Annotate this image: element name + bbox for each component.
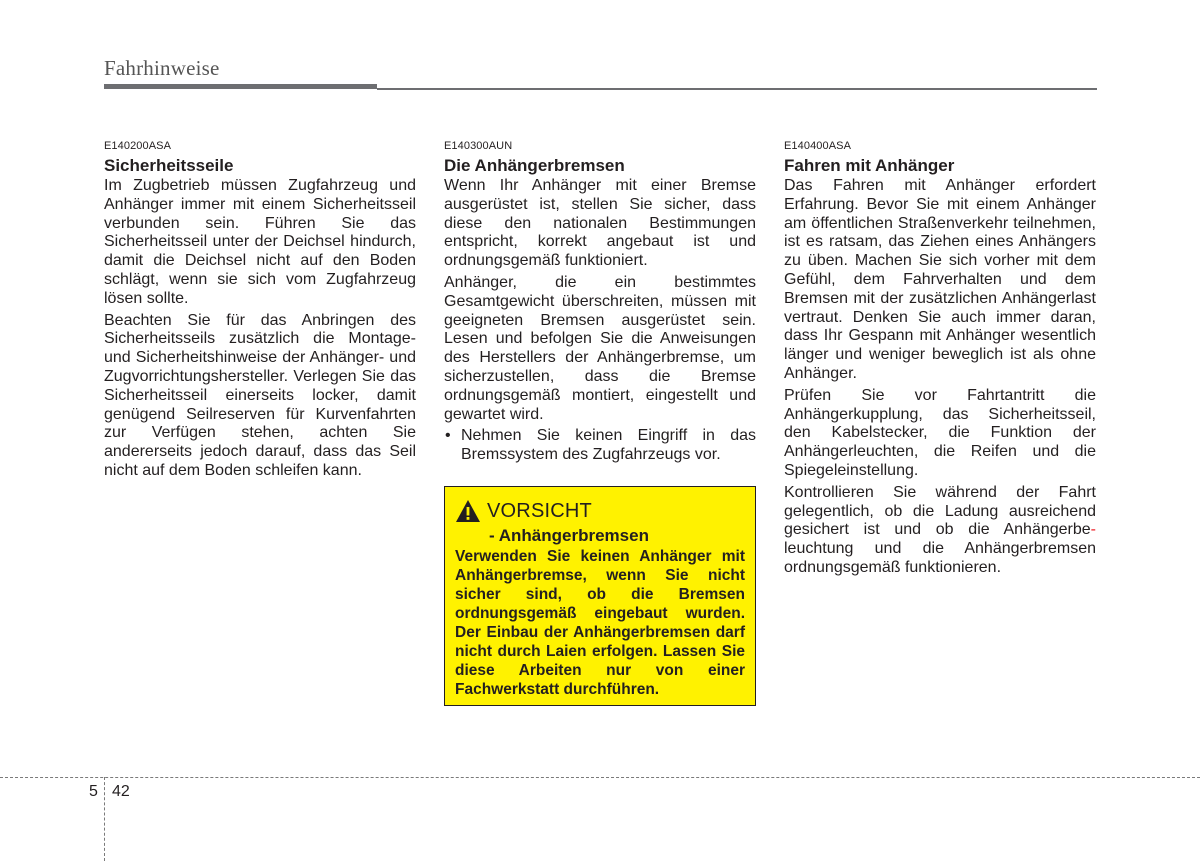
section-code: E140300AUN xyxy=(444,140,513,152)
section-code: E140400ASA xyxy=(784,140,852,152)
paragraph-start: Kontrollieren Sie während der Fahrt gelegentlich, ob die Ladung ausreichend gesichert ist und ob die Anhängerbe xyxy=(784,483,1096,539)
hyphen-mark: - xyxy=(1090,521,1096,539)
paragraph: Prüfen Sie vor Fahrtantritt die Anhängerkupplung, das Sicherheitsseil, den Kabelstecker, die Funktion der Anhängerleuchten, die Reifen und die Spiegeleinstellung. xyxy=(784,386,1096,479)
warning-triangle-icon xyxy=(455,499,481,523)
footer-vertical-rule xyxy=(104,777,105,861)
section-heading: Fahren mit Anhänger xyxy=(784,156,955,175)
column-safety-cables xyxy=(104,139,416,484)
header-rule-thick xyxy=(104,84,377,89)
paragraph xyxy=(784,484,1096,578)
paragraph: Beachten Sie für das Anbringen des Sicherheitsseils zusätzlich die Montage- und Sicherheitshinweise der Anhänger- und Zugvorrichtungshersteller. Verlegen Sie das Sicherheitsseil einerseits locker, damit genügend Seilreserven für Kurvenfahrten zur Verfügen stehen, achten Sie andererseits jedoch darauf, dass das Seil nicht auf dem Boden schleifen kann. xyxy=(104,311,416,479)
section-code: E140200ASA xyxy=(104,140,172,152)
footer-rule xyxy=(0,777,1200,778)
column-driving-with-trailer xyxy=(784,139,1096,581)
caution-box xyxy=(444,486,756,706)
section-heading: Sicherheitsseile xyxy=(104,156,234,175)
paragraph: Anhänger, die ein bestimmtes Gesamtgewicht überschreiten, müssen mit geeigneten Bremsen ausgerüstet sein. Lesen und befolgen Sie die Anweisungen des Herstellers der Anhängerbremse, um sicherzustellen, dass die Bremse ordnungsgemäß montiert, eingestellt und gewartet wird. xyxy=(444,273,756,423)
section-title: Fahrhinweise xyxy=(104,56,220,80)
paragraph: Das Fahren mit Anhänger erfordert Erfahrung. Bevor Sie mit einem Anhänger am öffentlichen Straßenverkehr teilnehmen, ist es ratsam, das Ziehen eines Anhängers zu üben. Machen Sie sich vorher mit dem Gefühl, dem Fahrverhalten und dem Bremsen mit der zusätzlichen Anhängerlast vertraut. Denken Sie auch immer daran, dass Ihr Gespann mit Anhänger wesentlich länger und weniger beweglich ist als ohne Anhänger. xyxy=(784,177,1096,382)
bullet-item xyxy=(444,427,756,465)
bullet-mark: • xyxy=(445,427,451,445)
section-heading: Die Anhängerbremsen xyxy=(444,156,625,175)
chapter-number: 5 xyxy=(89,783,98,800)
caution-body: Verwenden Sie keinen Anhänger mit Anhängerbremse, wenn Sie nicht sicher sind, ob die Bremsen ordnungsgemäß eingebaut wurden. Der Einbau der Anhängerbremsen darf nicht durch Laien erfolgen. Lassen Sie diese Arbeiten nur von einer Fachwerkstatt durchführen. xyxy=(455,548,745,698)
paragraph: Wenn Ihr Anhänger mit einer Bremse ausgerüstet ist, stellen Sie sicher, dass diese den nationalen Bestimmungen entspricht, korrekt angebaut ist und ordnungsgemäß funktioniert. xyxy=(444,177,756,270)
page-number: 42 xyxy=(112,783,130,800)
paragraph: Im Zugbetrieb müssen Zugfahrzeug und Anhänger immer mit einem Sicherheitsseil verbunden sein. Führen Sie das Sicherheitsseil unter der Deichsel hindurch, damit die Deichsel nicht auf den Boden schlägt, wenn sie sich vom Zugfahrzeug lösen sollte. xyxy=(104,177,416,307)
bullet-text: Nehmen Sie keinen Eingriff in das Bremssystem des Zugfahrzeugs vor. xyxy=(461,427,756,464)
header-rule-thin xyxy=(377,88,1097,90)
caution-title: VORSICHT xyxy=(487,500,592,522)
column-trailer-brakes xyxy=(444,139,756,465)
caution-header xyxy=(455,499,745,523)
paragraph-end: leuchtung und die Anhängerbremsen ordnungsgemäß funktionieren. xyxy=(784,540,1096,576)
caution-subtitle: - Anhängerbremsen xyxy=(489,526,649,545)
